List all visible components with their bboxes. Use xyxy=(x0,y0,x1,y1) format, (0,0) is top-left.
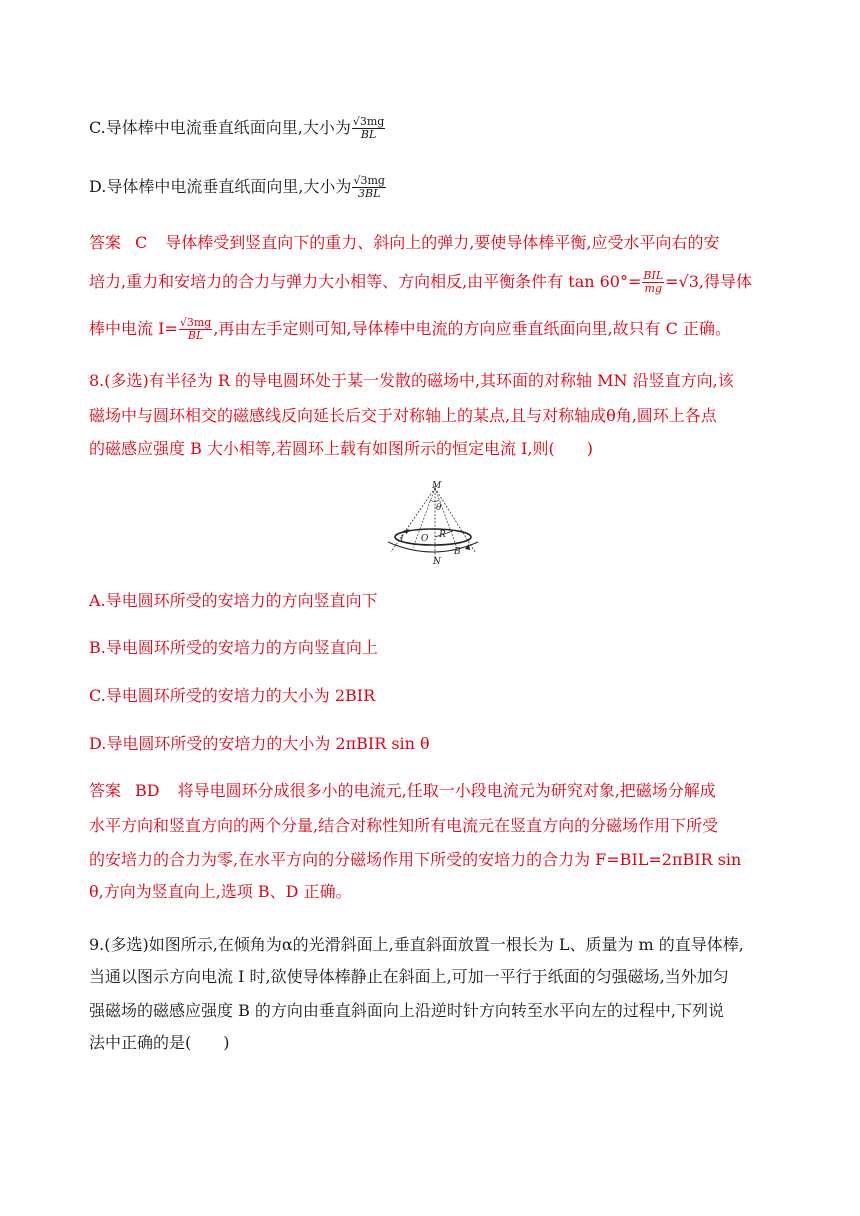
q8-option-a: A.导电圆环所受的安培力的方向竖直向下 xyxy=(89,591,378,610)
fraction-denominator: mg xyxy=(644,282,662,295)
q9-stem-line-4: 法中正确的是( ) xyxy=(89,1033,230,1052)
fraction-denominator: 3BL xyxy=(357,187,381,200)
q7-answer-value: C xyxy=(135,233,148,252)
q7-option-c xyxy=(89,116,386,141)
q8-answer-text: 将导电圆环分成很多小的电流元,任取一小段电流元为研究对象,把磁场分解成 xyxy=(177,781,716,800)
q8-answer-label: 答案 xyxy=(89,781,122,800)
q7-answer-text: 导体棒受到竖直向下的重力、斜向上的弹力,要使导体棒平衡,应受水平向右的安 xyxy=(165,233,720,252)
q7-answer-text: =√3,得导体 xyxy=(665,272,752,291)
q7-option-d xyxy=(89,175,387,200)
q7-option-d-text: D.导体棒中电流垂直纸面向里,大小为 xyxy=(89,177,352,196)
q9-stem-line-3: 强磁场的磁感应强度 B 的方向由垂直斜面向上沿逆时针方向转至水平向左的过程中,下列说 xyxy=(89,1001,725,1020)
q8-option-d: D.导电圆环所受的安培力的大小为 2πBIR sin θ xyxy=(89,734,430,753)
q7-option-d-fraction xyxy=(352,175,385,200)
label-n: N xyxy=(433,557,441,566)
q7-answer-line-1 xyxy=(89,232,719,254)
fraction-numerator: √3mg xyxy=(352,115,385,128)
q8-stem-line-1: 8.(多选)有半径为 R 的导电圆环处于某一发散的磁场中,其环面的对称轴 MN 沿竖直方向,该 xyxy=(89,371,734,390)
label-b: B xyxy=(454,547,461,557)
cone-ring-diagram xyxy=(383,480,483,566)
fraction-denominator: BL xyxy=(187,329,204,342)
q9-stem-line-1: 9.(多选)如图所示,在倾角为α的光滑斜面上,垂直斜面放置一根长为 L、质量为 m 的直导体棒, xyxy=(89,935,744,954)
q8-answer-value: BD xyxy=(135,781,160,800)
q8-option-c: C.导电圆环所受的安培力的大小为 2BIR xyxy=(89,686,376,705)
q9-stem-line-2: 当通以图示方向电流 I 时,欲使导体棒静止在斜面上,可加一平行于纸面的匀强磁场,当外加匀 xyxy=(89,967,729,986)
fraction-numerator: √3mg xyxy=(353,174,385,187)
q8-answer-line-4: θ,方向为竖直向上,选项 B、D 正确。 xyxy=(89,882,352,901)
q7-answer-text: 棒中电流 I= xyxy=(89,319,178,338)
label-i: I xyxy=(400,535,404,545)
q7-answer-fraction xyxy=(642,270,664,295)
q7-answer-line-2 xyxy=(89,270,752,295)
q8-answer-line-1 xyxy=(89,780,716,802)
q7-answer-label: 答案 xyxy=(89,233,122,252)
fraction-numerator: BIL xyxy=(643,269,664,282)
label-m: M xyxy=(432,481,442,491)
field-line-left xyxy=(391,488,435,552)
q8-figure xyxy=(383,480,483,570)
q7-option-c-text: C.导体棒中电流垂直纸面向里,大小为 xyxy=(89,118,351,137)
q7-answer-fraction xyxy=(179,317,212,342)
q8-option-b: B.导电圆环所受的安培力的方向竖直向上 xyxy=(89,638,378,657)
q8-answer-line-2: 水平方向和竖直方向的两个分量,结合对称性知所有电流元在竖直方向的分磁场作用下所受 xyxy=(89,816,719,835)
label-theta: θ xyxy=(436,503,442,513)
q8-stem-line-3: 的磁感应强度 B 大小相等,若圆环上载有如图所示的恒定电流 I,则( ) xyxy=(89,439,593,458)
label-r: R xyxy=(439,530,446,540)
q7-option-c-fraction xyxy=(352,116,385,141)
fraction-denominator: BL xyxy=(360,128,377,141)
label-o: O xyxy=(421,534,429,544)
q8-stem-line-2: 磁场中与圆环相交的磁感线反向延长后交于对称轴上的某点,且与对称轴成θ角,圆环上各点 xyxy=(89,406,717,425)
q8-answer-line-3: 的安培力的合力为零,在水平方向的分磁场作用下所受的安培力的合力为 F=BIL=2πBIR sin xyxy=(89,850,742,869)
angle-arc xyxy=(430,500,439,502)
q7-answer-text: ,再由左手定则可知,导体棒中电流的方向应垂直纸面向里,故只有 C 正确。 xyxy=(213,319,731,338)
q7-answer-line-3 xyxy=(89,317,731,342)
fraction-numerator: √3mg xyxy=(179,316,212,329)
q7-answer-text: 培力,重力和安培力的合力与弹力大小相等、方向相反,由平衡条件有 tan 60°= xyxy=(89,272,642,291)
